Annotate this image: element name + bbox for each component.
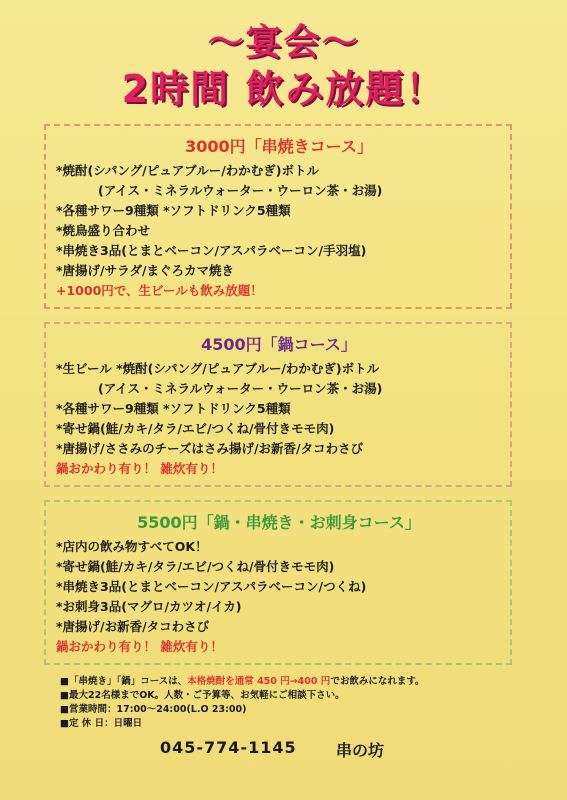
menu-line: *お刺身3品(マグロ/カツオ/イカ) [56,599,242,614]
menu-line: *寄せ鍋(鮭/カキ/タラ/エビ/つくね/骨付きモモ肉) [56,559,335,574]
menu-line-highlight: 鍋おかわり有り！ 雑炊有り！ [56,639,223,654]
footer-note-1-post: でお飲みになれます。 [330,676,425,687]
menu-line: *焼酎(シパング/ピュアブルー/わかむぎ)ボトル [56,163,319,178]
menu-line: (アイス・ミネラルウォーター・ウーロン茶・お湯) [98,183,383,198]
menu-line: *串焼き3品(とまとベーコン/アスパラベーコン/つくね) [56,579,367,594]
title-line-2: 2時間 飲み放題！ [121,67,446,111]
footer-note-1-pre: ■「串焼き」「鍋」コースは、 [60,676,188,687]
footer-note-1-highlight: 本格焼酎を通常 450 円→400 円 [187,676,331,687]
menu-line: *唐揚げ/サラダ/まぐろカマ焼き [56,263,235,278]
menu-line: *唐揚げ/お新香/タコわさび [56,619,210,634]
menu-line: *店内の飲み物すべてOK！ [56,539,208,554]
menu-line: *各種サワー9種類 *ソフトドリンク5種類 [56,401,291,416]
menu-line: *串焼き3品(とまとベーコン/アスパラベーコン/手羽塩) [56,243,367,258]
course-heading: 3000円「串焼きコース」 [185,137,373,156]
menu-line: (アイス・ミネラルウォーター・ウーロン茶・お湯) [98,381,383,396]
menu-line: *寄せ鍋(鮭/カキ/タラ/エビ/つくね/骨付きモモ肉) [56,421,335,436]
menu-line: *唐揚げ/ささみのチーズはさみ揚げ/お新香/タコわさび [56,441,364,456]
footer-note-4: ■定 休 日：日曜日 [60,718,143,729]
footer-note-1 [60,675,520,689]
course-heading: 4500円「鍋コース」 [201,335,357,354]
menu-line: *各種サワー9種類 *ソフトドリンク5種類 [56,203,291,218]
footer-note-3: ■営業時間：17:00～24:00(L.O 23:00) [60,704,247,715]
course-box-4500 [44,322,512,487]
title-line-1: ～宴会～ [207,22,360,63]
course-heading: 5500円「鍋・串焼き・お刺身コース」 [137,513,421,532]
shop-name: 串の坊 [336,741,385,760]
footer-notes [60,675,520,731]
phone-number: 045-774-1145 [160,738,297,757]
menu-line-highlight: +1000円で、生ビールも飲み放題！ [56,283,263,298]
menu-line-highlight: 鍋おかわり有り！ 雑炊有り！ [56,461,223,476]
menu-line: *焼鳥盛り合わせ [56,223,151,238]
course-box-5500 [44,500,512,665]
footer-note-2: ■最大22名様までOK。人数・ご予算等、お気軽にご相談下さい。 [60,690,345,701]
course-box-3000 [44,124,512,309]
menu-line: *生ビール *焼酎(シパング/ピュアブルー/わかむぎ)ボトル [56,361,380,376]
